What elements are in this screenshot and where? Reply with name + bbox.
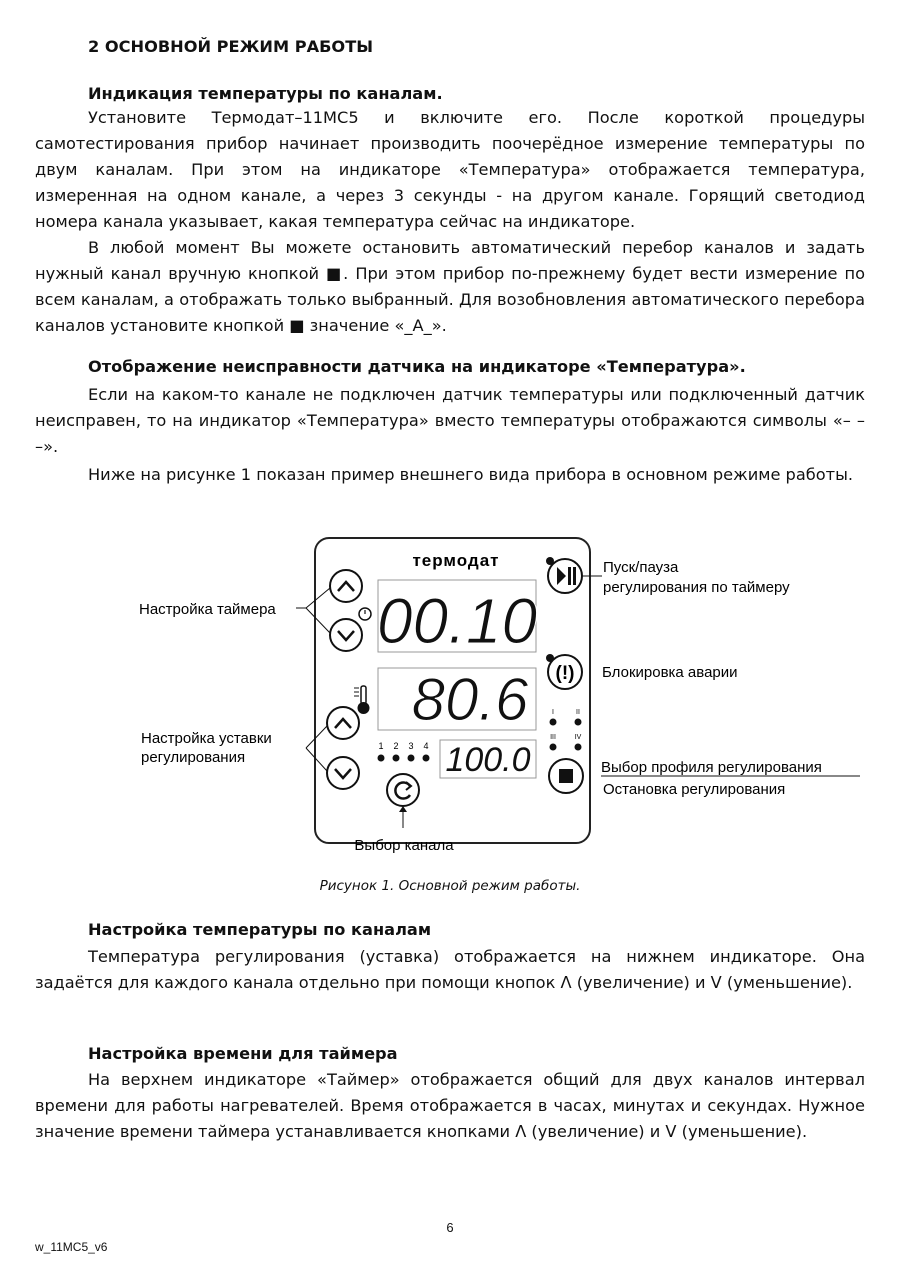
led-label-1: I <box>552 709 554 716</box>
figure-caption: Рисунок 1. Основной режим работы. <box>319 878 581 894</box>
led-label-3: III <box>550 734 556 741</box>
setpoint-down-button[interactable] <box>327 757 359 789</box>
device-figure <box>0 530 900 870</box>
subheading-sensor-fault: Отображение неисправности датчика на индикаторе «Температура». <box>88 357 746 376</box>
paragraph-sensor-fault-2: Ниже на рисунке 1 показан пример внешнего вида прибора в основном режиме работы. <box>88 465 853 484</box>
label-start-pause-2: регулирования по таймеру <box>603 579 790 596</box>
document-id: w_11MC5_v6 <box>35 1240 108 1254</box>
label-start-pause-1: Пуск/пауза <box>603 559 679 576</box>
label-alarm-block: Блокировка аварии <box>602 664 738 681</box>
profile-led-1 <box>550 719 557 726</box>
setpoint-up-button[interactable] <box>327 707 359 739</box>
label-setpoint-setup-1: Настройка уставки <box>141 730 272 747</box>
stop-button[interactable] <box>549 759 583 793</box>
temp-display: 80.6 <box>411 666 529 733</box>
label-channel-select: Выбор канала <box>354 837 454 854</box>
led-label-4: IV <box>574 734 582 741</box>
subheading-channel-indication: Индикация температуры по каналам. <box>88 84 443 103</box>
subheading-temperature-setup: Настройка температуры по каналам <box>88 920 432 939</box>
timer-display: 00.10 <box>376 585 538 657</box>
label-setpoint-setup-2: регулирования <box>141 749 246 766</box>
paragraph-channel-indication-1: Установите Термодат–11МС5 и включите его. После короткой процедуры самотестирования прибор начинает производить поочерёдное измерение температуры по двум каналам. При этом на индикаторе «Температура» отображается температура, измеренная на одном канале, а через 3 секунды - на другом канале. Горящий светодиод номера канала указывает, какая температура сейчас на индикаторе. <box>35 108 865 231</box>
subheading-timer-setup: Настройка времени для таймера <box>88 1044 398 1063</box>
label-profile-select: Выбор профиля регулирования <box>601 759 822 776</box>
channel-select-button[interactable] <box>387 774 419 806</box>
channel-led-1 <box>378 755 385 762</box>
setpoint-display: 100.0 <box>445 741 531 779</box>
timer-up-button[interactable] <box>330 570 362 602</box>
channel-led-2 <box>393 755 400 762</box>
paragraph-temperature-setup: Температура регулирования (уставка) отображается на нижнем индикаторе. Она задаётся для каждого канала отдельно при помощи кнопок ᐱ (увеличение) и ᐯ (уменьшение). <box>35 947 865 992</box>
timer-down-button[interactable] <box>330 619 362 651</box>
led-label-2: II <box>576 709 580 716</box>
paragraph-timer-setup: На верхнем индикаторе «Таймер» отображается общий для двух каналов интервал времени для работы нагревателей. Время отображается в часах, минутах и секундах. Нужное значение времени таймера устанавливается кнопками ᐱ (увеличение) и ᐯ (уменьшение). <box>35 1070 865 1141</box>
section-title: 2 ОСНОВНОЙ РЕЖИМ РАБОТЫ <box>88 37 374 56</box>
channel-number-1: 1 <box>378 741 384 751</box>
alarm-block-button[interactable] <box>546 654 582 689</box>
play-pause-button[interactable] <box>546 557 582 593</box>
paragraph-channel-indication-2: В любой момент Вы можете остановить автоматический перебор каналов и задать нужный канал вручную кнопкой ■. При этом прибор по-прежнему будет вести измерение по всем каналам, а отображать только выбранный. Для возобновления автоматического перебора каналов установите кнопкой ■ значение «_А_». <box>35 238 865 335</box>
channel-led-3 <box>408 755 415 762</box>
profile-led-2 <box>575 719 582 726</box>
page-number: 6 <box>446 1220 454 1235</box>
paragraph-sensor-fault-1: Если на каком-то канале не подключен датчик температуры или подключенный датчик неисправен, то на индикатор «Температура» вместо температуры отображаются символы «– – –». <box>35 385 865 456</box>
device-brand: термодат <box>412 551 500 570</box>
label-stop-control: Остановка регулирования <box>603 781 786 798</box>
channel-led-4 <box>423 755 430 762</box>
channel-number-3: 3 <box>408 741 414 751</box>
profile-led-4 <box>575 744 582 751</box>
channel-number-4: 4 <box>423 741 429 751</box>
label-timer-setup: Настройка таймера <box>139 601 276 618</box>
channel-number-2: 2 <box>393 741 399 751</box>
svg-text:(!): (!) <box>555 663 575 684</box>
profile-led-3 <box>550 744 557 751</box>
